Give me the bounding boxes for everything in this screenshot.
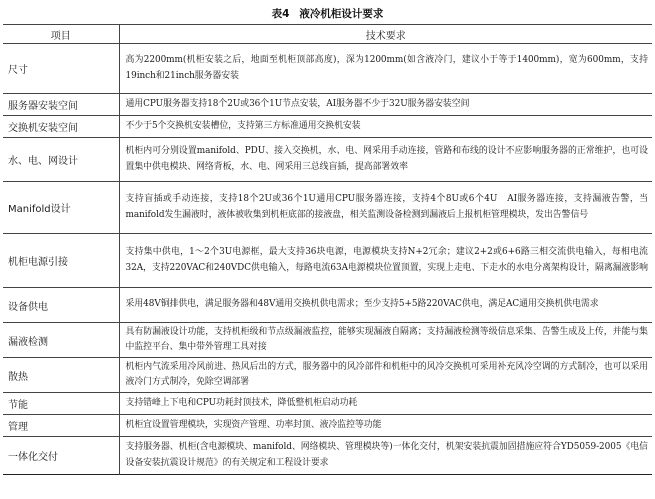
table-caption xyxy=(0,4,655,22)
row-requirement: 机柜内可分别设置manifold、PDU、接入交换机，水、电、网采用手动连接，管路和布线的设计不应影响服务器的正常维护，也可设置集中供电模块、网络背板，水、电、网采用三总线盲插，提高部署效率 xyxy=(119,138,652,182)
row-item: 设备供电 xyxy=(3,288,119,323)
row-requirement: 具有防漏液设计功能，支持机柜级和节点级漏液监控，能够实现漏液自隔离；支持漏液检测等级信息采集、告警生成及上传，并能与集中监控平台、集中带外管理工具对接 xyxy=(119,323,652,358)
table-row xyxy=(3,358,652,393)
row-item: 散热 xyxy=(3,358,119,393)
row-item: Manifold设计 xyxy=(3,182,119,234)
row-item: 交换机安装空间 xyxy=(3,116,119,138)
column-header-item: 项目 xyxy=(3,25,119,44)
row-requirement: 支持错峰上下电和CPU功耗封顶技术，降低整机柜启动功耗 xyxy=(119,393,652,415)
row-requirement: 机柜内气流采用冷风前进、热风后出的方式，服务器中的风冷部件和机柜中的风冷交换机可采用补充风冷空调的方式制冷，也可以采用液冷门方式制冷，免除空调部署 xyxy=(119,358,652,393)
row-item: 机柜电源引接 xyxy=(3,234,119,288)
row-requirement: 不少于5个交换机安装槽位，支持第三方标准通用交换机安装 xyxy=(119,116,652,138)
row-item: 尺寸 xyxy=(3,44,119,94)
table-row xyxy=(3,138,652,182)
row-requirement: 通用CPU服务器支持18个2U或36个1U节点安装，AI服务器不少于32U服务器安装空间 xyxy=(119,94,652,116)
table-row xyxy=(3,288,652,323)
row-requirement: 支持服务器、机柜(含电源模块、manifold、网络模块、管理模块等)一体化交付，机架安装抗震加固措施应符合YD5059-2005《电信设备安装抗震设计规范》的有关规定和工程设计要求 xyxy=(119,437,652,475)
table-row xyxy=(3,437,652,475)
row-requirement: 支持盲插或手动连接，支持18个2U或36个1U通用CPU服务器连接，支持4个8U或6个4U AI服务器连接，支持漏液告警，当manifold发生漏液时，液体被收集到机柜底部的接液盘，相关监测设备检测到漏液后上报机柜管理模块，发出告警信号 xyxy=(119,182,652,234)
table-row xyxy=(3,116,652,138)
table-row xyxy=(3,393,652,415)
table-row xyxy=(3,234,652,288)
row-requirement: 机柜宜设置管理模块，实现资产管理、功率封顶、液冷监控等功能 xyxy=(119,415,652,437)
table-row xyxy=(3,182,652,234)
row-item: 水、电、网设计 xyxy=(3,138,119,182)
table-row xyxy=(3,323,652,358)
table-header-row xyxy=(3,25,652,44)
row-requirement: 高为2200mm(机柜安装之后，地面至机柜顶部高度)，深为1200mm(如含液冷门，建议小于等于1400mm)，宽为600mm，支持19inch和21inch服务器安装 xyxy=(119,44,652,94)
table-number: 表4 xyxy=(271,7,290,20)
row-requirement: 支持集中供电，1～2个3U电源框，最大支持36块电源，电源模块支持N+2冗余；建议2+2或6+6路三相交流供电输入，每相电流32A，支持220VAC和240VDC供电输入，每路电流63A电源模块位置顶置，实现上走电、下走水的水电分离架构设计，隔离漏液影响 xyxy=(119,234,652,288)
row-item: 节能 xyxy=(3,393,119,415)
table-row xyxy=(3,415,652,437)
row-item: 漏液检测 xyxy=(3,323,119,358)
row-item: 服务器安装空间 xyxy=(3,94,119,116)
requirements-table xyxy=(3,24,652,475)
table-title: 液冷机柜设计要求 xyxy=(299,7,384,20)
column-header-requirement: 技术要求 xyxy=(119,25,652,44)
row-item: 管理 xyxy=(3,415,119,437)
table-row xyxy=(3,94,652,116)
table-row xyxy=(3,44,652,94)
row-requirement: 采用48V铜排供电，满足服务器和48V通用交换机供电需求；至少支持5+5路220VAC供电，满足AC通用交换机供电需求 xyxy=(119,288,652,323)
row-item: 一体化交付 xyxy=(3,437,119,475)
